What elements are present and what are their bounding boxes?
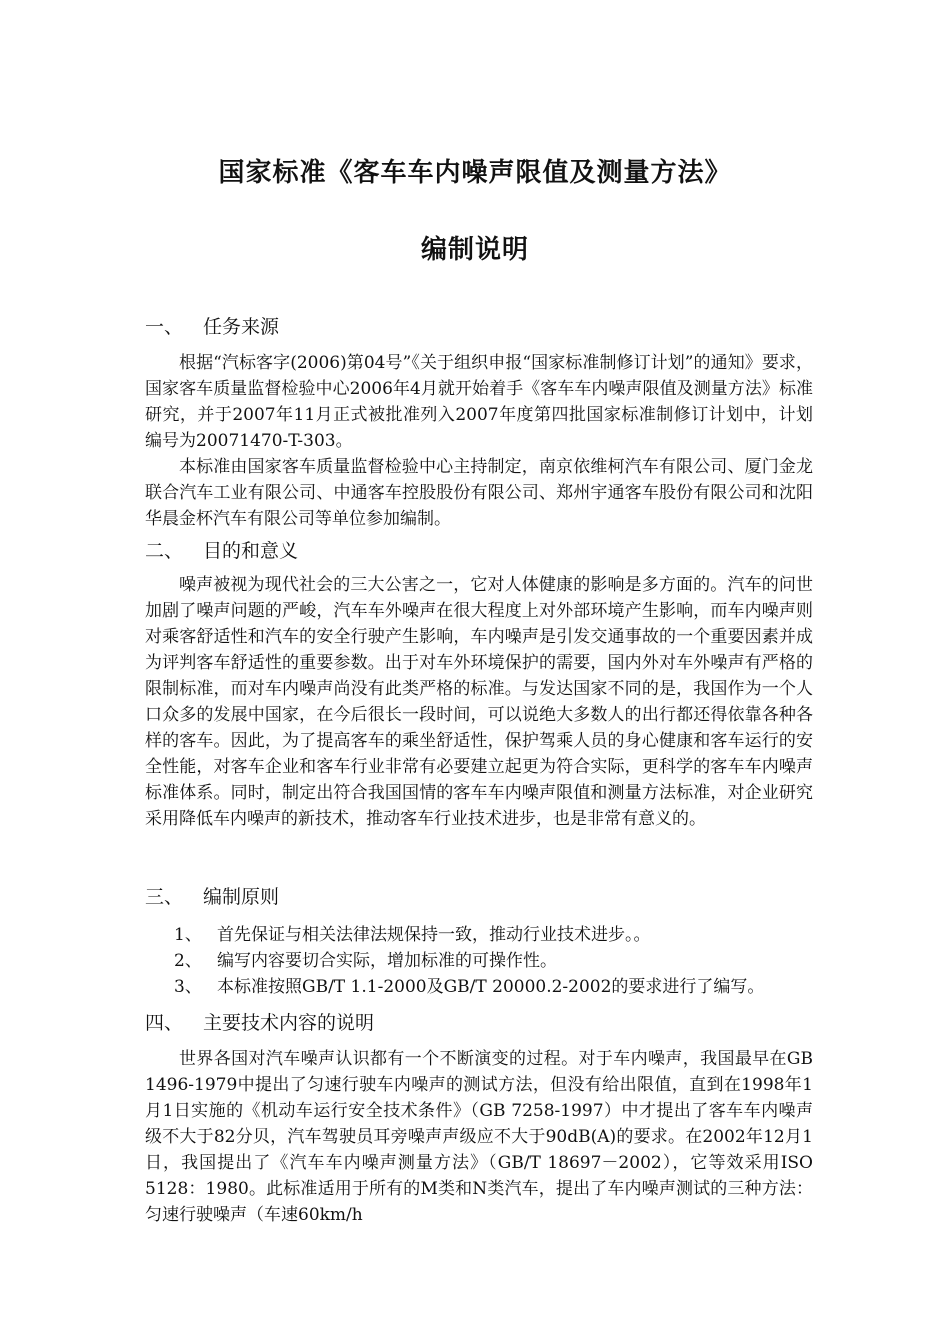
section-heading-principles xyxy=(145,884,279,910)
section-number: 二、 xyxy=(145,540,184,562)
list-item-text: 编写内容要切合实际，增加标准的可操作性。 xyxy=(217,951,557,971)
section-heading-technical-content xyxy=(145,1010,374,1036)
section-number: 四、 xyxy=(145,1012,184,1034)
section-heading-purpose xyxy=(145,538,298,564)
section-number: 三、 xyxy=(145,886,184,908)
list-item xyxy=(174,974,814,1000)
list-item-text: 本标准按照GB/T 1.1-2000及GB/T 20000.2-2002的要求进行了编写。 xyxy=(217,977,765,997)
list-item-number: 2、 xyxy=(174,951,202,971)
list-item xyxy=(174,922,814,948)
document-title: 国家标准《客车车内噪声限值及测量方法》 xyxy=(218,158,732,188)
list-item-number: 3、 xyxy=(174,977,202,997)
section-title: 主要技术内容的说明 xyxy=(203,1012,375,1034)
paragraph: 世界各国对汽车噪声认识都有一个不断演变的过程。对于车内噪声，我国最早在GB 1496-1979中提出了匀速行驶车内噪声的测试方法，但没有给出限值，直到在1998年1月1日实施的《机动车运行安全技术条件》（GB 7258-1997）中才提出了客车车内噪声级不大于82分贝，汽车驾驶员耳旁噪声声级应不大于90dB(A)的要求。在2002年12月1日，我国提出了《汽车车内噪声测量方法》（GB/T 18697－2002），它等效采用ISO 5128：1980。此标准适用于所有的M类和N类汽车，提出了车内噪声测试的三种方法：匀速行驶噪声（车速60km/h xyxy=(145,1049,813,1225)
section-title: 编制原则 xyxy=(203,886,280,908)
section-title: 任务来源 xyxy=(203,316,280,338)
section-title: 目的和意义 xyxy=(203,540,299,562)
paragraph: 噪声被视为现代社会的三大公害之一，它对人体健康的影响是多方面的。汽车的问世加剧了噪声问题的严峻，汽车车外噪声在很大程度上对外部环境产生影响，而车内噪声则对乘客舒适性和汽车的安全行驶产生影响，车内噪声是引发交通事故的一个重要因素并成为评判客车舒适性的重要参数。出于对车外环境保护的需要，国内外对车外噪声有严格的限制标准，而对车内噪声尚没有此类严格的标准。与发达国家不同的是，我国作为一个人口众多的发展中国家，在今后很长一段时间，可以说绝大多数人的出行都还得依靠各种各样的客车。因此，为了提高客车的乘坐舒适性，保护驾乘人员的身心健康和客车运行的安全性能，对客车企业和客车行业非常有必要建立起更为符合实际，更科学的客车车内噪声标准体系。同时，制定出符合我国国情的客车车内噪声限值和测量方法标准，对企业研究采用降低车内噪声的新技术，推动客车行业技术进步，也是非常有意义的。 xyxy=(145,575,813,829)
section-number: 一、 xyxy=(145,316,184,338)
section-heading-task-source xyxy=(145,314,279,340)
paragraph: 本标准由国家客车质量监督检验中心主持制定，南京依维柯汽车有限公司、厦门金龙联合汽车工业有限公司、中通客车控股股份有限公司、郑州宇通客车股份有限公司和沈阳华晨金杯汽车有限公司等单位参加编制。 xyxy=(145,457,813,529)
list-item-number: 1、 xyxy=(174,925,202,945)
principles-list xyxy=(174,922,814,1000)
paragraph: 根据“汽标客字(2006)第04号”《关于组织申报“国家标准制修订计划”的通知》要求， 国家客车质量监督检验中心2006年4月就开始着手《客车车内噪声限值及测量方法》标准研究，并于2007年11月正式被批准列入2007年度第四批国家标准制修订计划中，计划编号为20071470-T-303。 xyxy=(145,353,813,451)
list-item-text: 首先保证与相关法律法规保持一致，推动行业技术进步。。 xyxy=(217,925,651,945)
document-subtitle: 编制说明 xyxy=(420,235,529,265)
list-item xyxy=(174,948,814,974)
